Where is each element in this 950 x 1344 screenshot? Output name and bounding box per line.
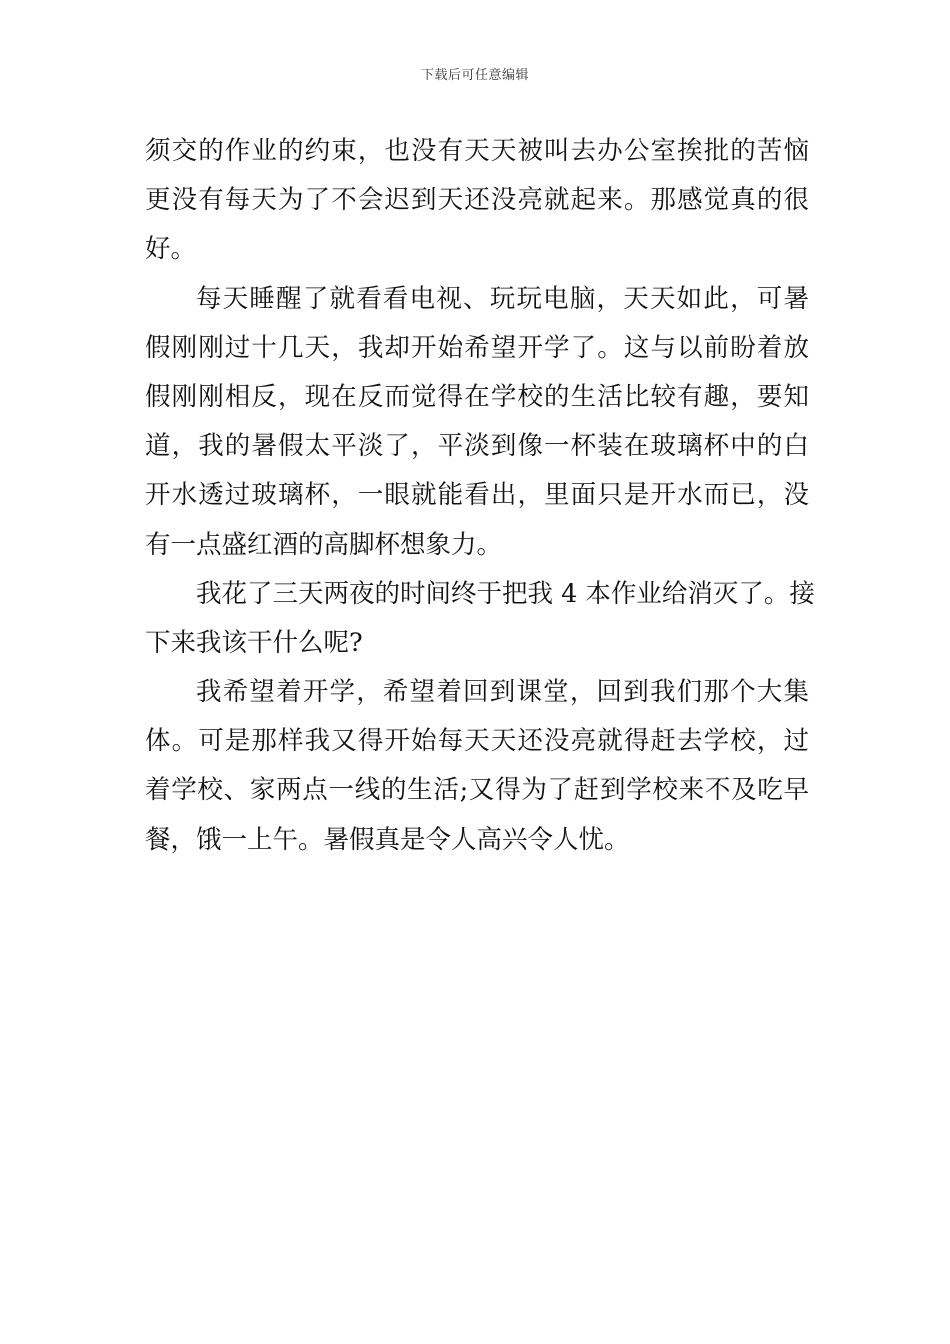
paragraph-line: 道，我的暑假太平淡了，平淡到像一杯装在玻璃杯中的白 <box>145 431 809 462</box>
paragraph-line: 我希望着开学，希望着回到课堂，回到我们那个大集 <box>196 677 809 708</box>
paragraph-line: 有一点盛红酒的高脚杯想象力。 <box>145 529 503 560</box>
paragraph-line: 假刚刚过十几天，我却开始希望开学了。这与以前盼着放 <box>145 332 809 363</box>
paragraph-line: 体。可是那样我又得开始每天天还没亮就得赶去学校，过 <box>145 726 809 757</box>
paragraph-line: 开水透过玻璃杯，一眼就能看出，里面只是开水而已，没 <box>145 480 809 511</box>
page-header-note: 下载后可任意编辑 <box>420 68 529 83</box>
paragraph-line: 着学校、家两点一线的生活;又得为了赶到学校来不及吃早 <box>145 775 809 806</box>
paragraph-line: 每天睡醒了就看看电视、玩玩电脑，天天如此，可暑 <box>196 283 809 314</box>
paragraph-line: 好。 <box>145 234 197 265</box>
paragraph-line: 餐，饿一上午。暑假真是令人高兴令人忧。 <box>145 824 630 855</box>
document-body <box>145 127 815 865</box>
paragraph-line: 须交的作业的约束，也没有天天被叫去办公室挨批的苦恼 <box>145 136 809 166</box>
paragraph-line: 我花了三天两夜的时间终于把我 4 本作业给消灭了。接 <box>196 578 815 609</box>
paragraph-line: 下来我该干什么呢? <box>145 627 363 658</box>
paragraph-line: 更没有每天为了不会迟到天还没亮就起来。那感觉真的很 <box>145 185 809 216</box>
paragraph-line: 假刚刚相反，现在反而觉得在学校的生活比较有趣，要知 <box>145 381 809 412</box>
